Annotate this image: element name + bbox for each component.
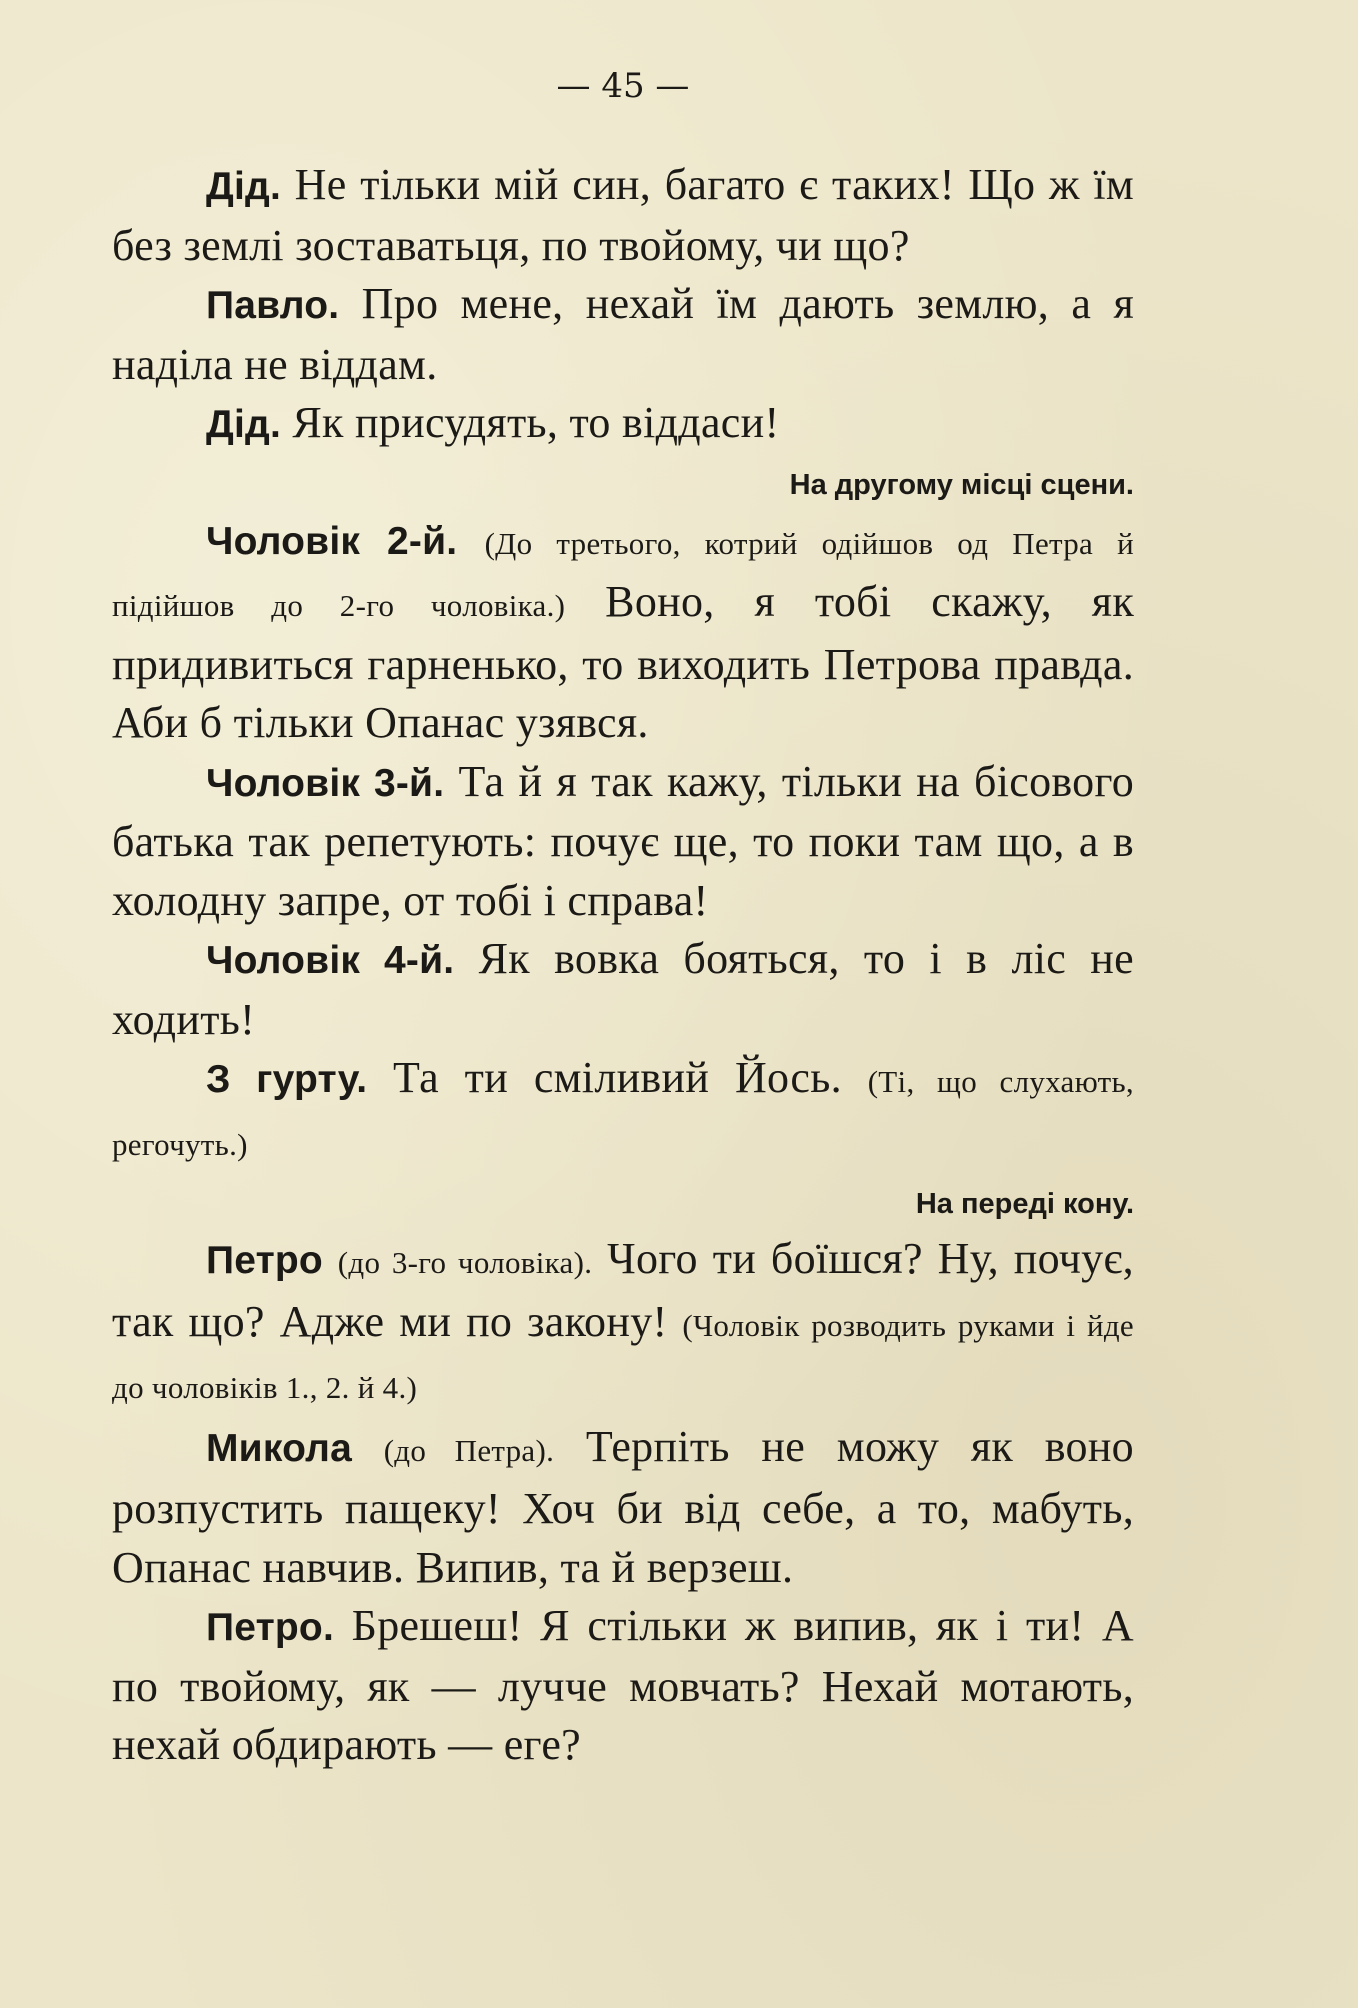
speaker-name: Дід. [206,403,282,446]
book-page [112,60,1134,1775]
dialogue-line [112,930,1134,1049]
stage-direction-inline: (до Петра). [383,1432,555,1468]
dialogue-text: Брешеш! Я стільки ж випив, як і ти! А по твойому, як — лучче мовчать? Нехай мотають, нехай обдирають — еге? [112,1601,1135,1769]
speaker-name: Павло. [206,284,340,327]
stage-direction-inline: (Чоловік розводить руками і йде до чоловіків 1., 2. й 4.) [112,1307,1134,1405]
speaker-name: Чоловік 3-й. [206,761,445,805]
dialogue-text: Воно, я тобі скажу, як придивиться гарненько, то виходить Петрова правда. Аби б тільки Опанас узявся. [112,577,1134,747]
speaker-name: Петро [206,1239,323,1282]
dialogue-line [112,753,1134,931]
dialogue-line [112,511,1134,753]
dialogue-line [112,1230,1134,1418]
speaker-name: З гурту. [206,1058,368,1101]
dialogue-line [112,1049,1134,1174]
speaker-name: Чоловік 2-й. [206,519,458,563]
speaker-name: Чоловік 4-й. [206,939,455,982]
dialogue-line [112,1418,1134,1598]
dialogue-text: Та ти сміливий Йось. [393,1053,842,1102]
stage-direction-inline: (Ті, що слухають, регочуть.) [112,1064,1134,1162]
dialogue-text: Як вовка бояться, то і в ліс не ходить! [112,934,1134,1044]
speaker-name: Микола [206,1426,352,1470]
dialogue-text: Не тільки мій син, багато є таких! Що ж їм без землі зоставатьця, по твойому, чи що? [112,160,1134,270]
speaker-name: Петро. [206,1606,334,1649]
stage-direction: На другому місці сцени. [789,468,1134,501]
dialogue-text: Як присудять, то віддаси! [292,398,780,447]
stage-direction-inline: (до 3-го чоловіка). [337,1245,593,1280]
dialogue-line [112,275,1134,394]
dialogue-text: Чого ти боїшся? Ну, почує, так що? Адже ми по закону! [112,1234,1134,1346]
dialogue-text: Терпіть не можу як воно розпустить пащеку! Хоч би від себе, а то, мабуть, Опанас навчив. Випив, та й верзеш. [112,1421,1134,1592]
dialogue-text: Та й я так кажу, тільки на бісового батька так репетують: почує ще, то поки там що, а в холодну запре, от тобі і справа! [112,756,1134,925]
page-number: — 45 — [556,66,690,106]
dialogue-text: Про мене, нехай їм дають землю, а я наділа не віддам. [112,279,1134,389]
stage-direction-inline: (До третього, котрий одійшов од Петра й підійшов до 2-го чоловіка.) [112,525,1134,623]
dialogue-line [112,1597,1134,1775]
dialogue-line [112,156,1134,275]
stage-direction: На переді кону. [915,1188,1134,1220]
speaker-name: Дід. [206,165,282,208]
dialogue-line [112,394,1134,455]
